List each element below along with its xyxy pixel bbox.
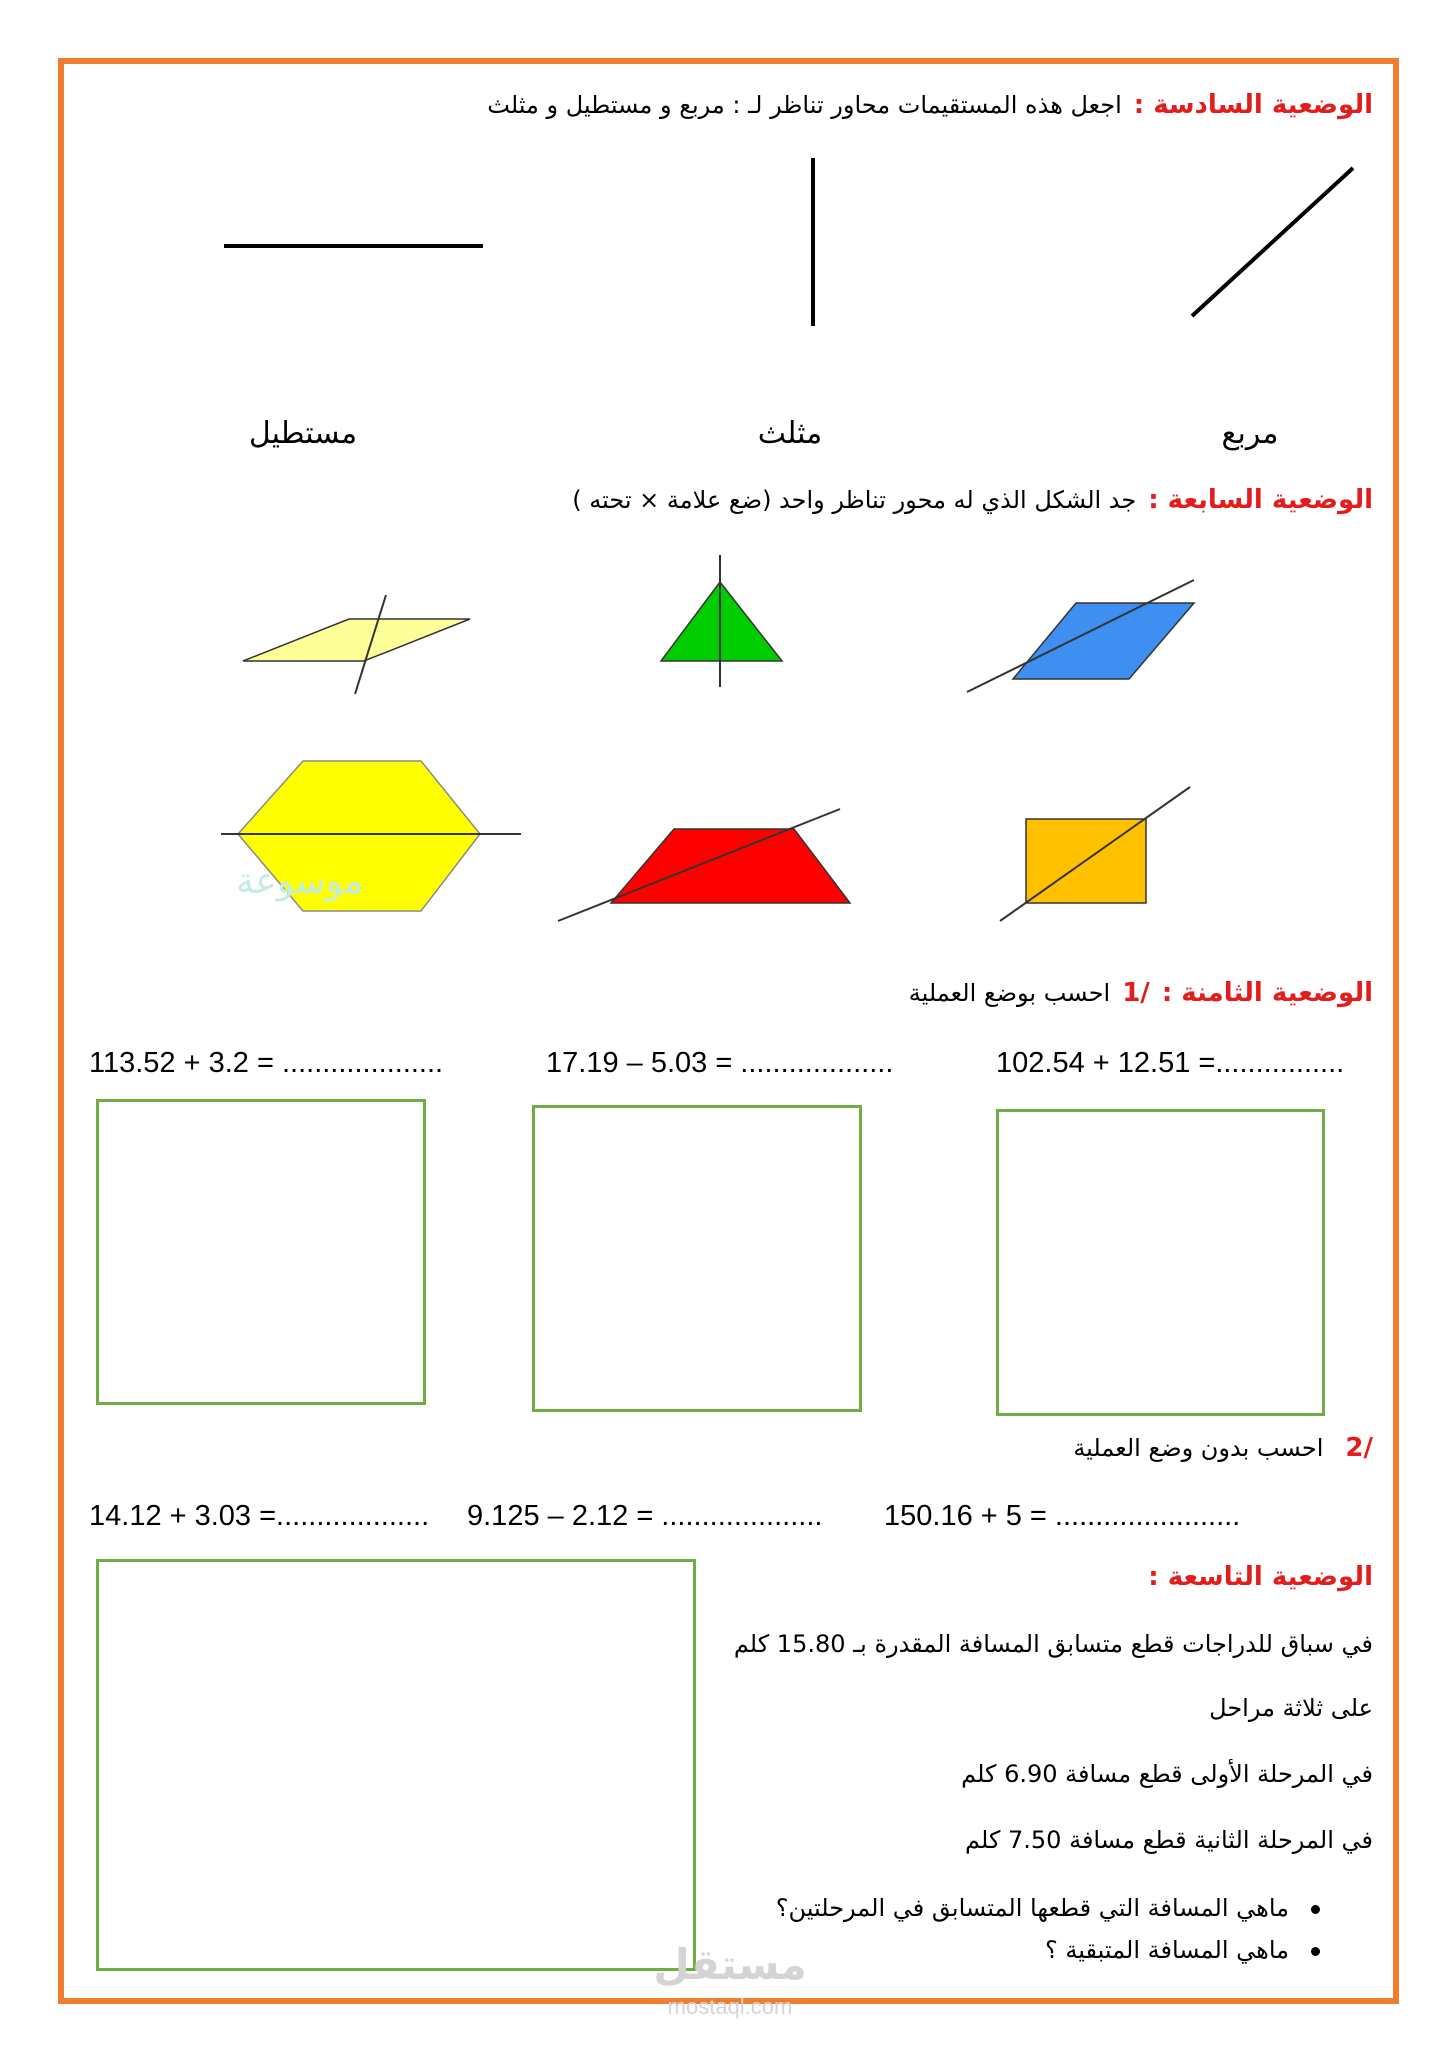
encyclopedia-watermark: موسوعة <box>236 861 364 902</box>
mostaql-watermark-url: mostaql.com <box>667 1994 793 2019</box>
part2-number: 2/ <box>1345 1433 1373 1463</box>
answer-box-1c <box>96 1099 426 1405</box>
section7-heading <box>572 482 1373 518</box>
question-text: ماهي المسافة المتبقية ؟ <box>1045 1936 1289 1964</box>
exercise-1b: 17.19 – 5.03 = ................... <box>546 1047 894 1079</box>
section9-heading <box>1136 1559 1373 1595</box>
section7-instruction: جد الشكل الذي له محور تناظر واحد (ضع علامة × تحته ) <box>572 486 1137 514</box>
part2-heading <box>1073 1430 1373 1466</box>
exercise-1c: 113.52 + 3.2 = .................... <box>89 1047 444 1079</box>
part1-number: 1/ <box>1122 978 1150 1008</box>
section6-heading <box>487 87 1373 123</box>
exercise-2b: 9.125 – 2.12 = .................... <box>467 1500 823 1532</box>
exercise-1a: 102.54 + 12.51 =................ <box>996 1047 1345 1079</box>
bullet-icon <box>1311 1947 1320 1956</box>
question-item <box>1045 1932 1320 1968</box>
mostaql-watermark-logo: مستقل <box>653 1940 807 1989</box>
exercise-2c: 14.12 + 3.03 =................... <box>89 1500 430 1532</box>
light-yellow-parallelogram <box>243 619 470 661</box>
diagonal-segment <box>1192 168 1353 316</box>
problem-line: في المرحلة الثانية قطع مسافة 7.50 كلم <box>965 1826 1373 1854</box>
question-item <box>776 1890 1320 1926</box>
bullet-icon <box>1311 1905 1320 1914</box>
red-trapezoid <box>611 829 850 903</box>
answer-box-1a <box>996 1109 1325 1416</box>
blue-parallelogram <box>1013 603 1194 679</box>
problem-line: على ثلاثة مراحل <box>1209 1694 1373 1722</box>
section8-heading <box>909 975 1373 1011</box>
answer-box-problem <box>96 1559 696 1971</box>
question-text: ماهي المسافة التي قطعها المتسابق في المرحلتين؟ <box>775 1894 1289 1922</box>
part2-instruction: احسب بدون وضع العملية <box>1073 1434 1324 1462</box>
part1-instruction: احسب بوضع العملية <box>908 979 1111 1007</box>
label-rectangle: مستطيل <box>248 416 358 451</box>
exercise-2a: 150.16 + 5 = ....................... <box>884 1500 1241 1532</box>
label-square: مربع <box>1221 416 1279 451</box>
problem-line: في المرحلة الأولى قطع مسافة 6.90 كلم <box>961 1760 1373 1788</box>
section6-instruction: اجعل هذه المستقيمات محاور تناظر لـ : مربع و مستطيل و مثلث <box>487 91 1122 119</box>
section9-title: الوضعية التاسعة : <box>1148 1562 1373 1592</box>
section8-title: الوضعية الثامنة : <box>1161 978 1373 1008</box>
section6-title: الوضعية السادسة : <box>1133 90 1373 120</box>
label-triangle: مثلث <box>757 416 823 451</box>
section7-title: الوضعية السابعة : <box>1148 485 1373 515</box>
answer-box-1b <box>532 1105 862 1412</box>
green-triangle <box>661 582 782 661</box>
problem-line: في سباق للدراجات قطع متسابق المسافة المقدرة بـ 15.80 كلم <box>733 1630 1373 1658</box>
